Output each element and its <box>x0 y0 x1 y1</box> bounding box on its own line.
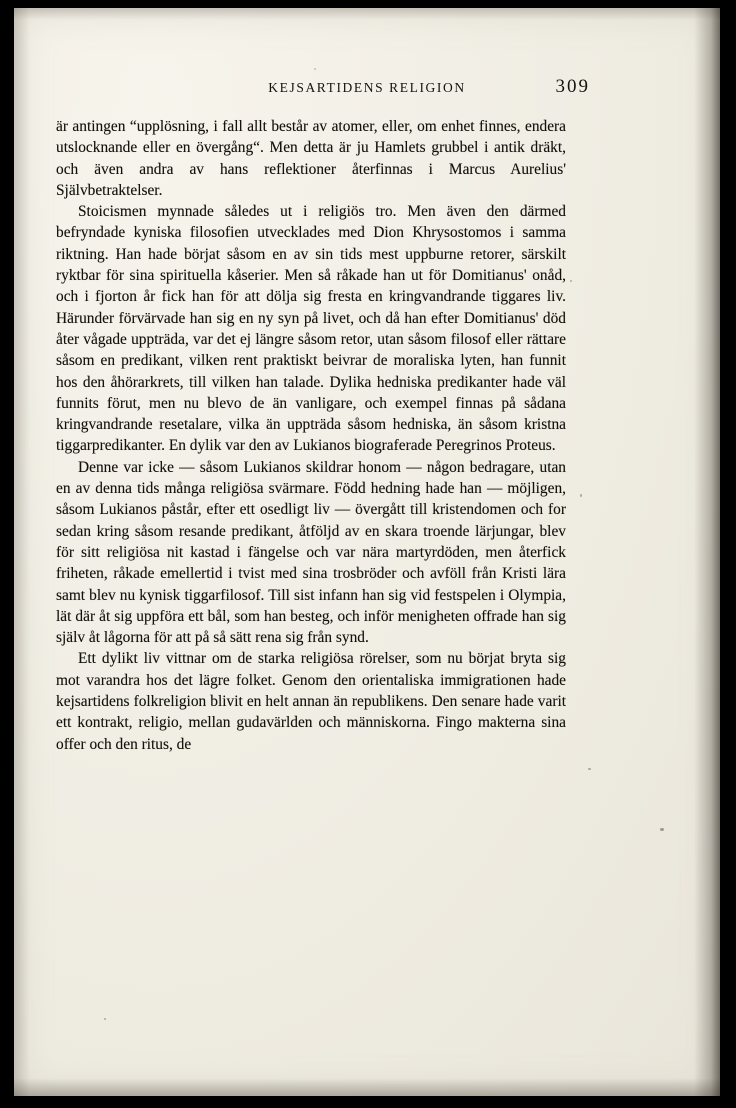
scan-shadow-bottom <box>14 1078 720 1096</box>
paper-speck <box>588 768 591 770</box>
paragraph: Stoicismen mynnade således ut i religiös tro. Men även den därmed befryndade kyniska filosofien utvecklades med Dion Khrysostomos i samma riktning. Han hade börjat såsom en av sin tids mest uppburne retorer, särskilt ryktbar för sina spirituella kåserier. Men så råkade han ut för Domitianus' onåd, och i fjorton år fick han för att dölja sig fresta en kringvandrande tiggares liv. Härunder förvärvade han sig en ny syn på livet, och då han efter Domitianus' död åter vågade uppträda, var det ej längre såsom retor, utan såsom filosof eller rättare såsom en predikant, vilken rent praktiskt beivrar de moraliska lyten, han funnit hos den åhörarkrets, till vilken han talade. Dylika hedniska predikanter hade väl funnits förut, men nu blevo de än vanligare, och exempel finnas på sådana kringvandrande resetalare, vilka än uppträda såsom hedniska, än såsom kristna tiggarpredikanter. En dylik var den av Lukianos biograferade Peregrinos Proteus. <box>56 203 566 455</box>
paper-speck <box>570 280 572 282</box>
paragraph: är antingen “upplösning, i fall allt består av atomer, eller, om enhet finnes, endera utslocknande eller en övergång“. Men detta är ju Hamlets grubbel i antik dräkt, och även andra av hans reflektioner återfinnas i Marcus Aurelius' Självbetraktelser. <box>56 118 566 199</box>
scan-shadow-left <box>14 8 30 1096</box>
page-number: 309 <box>555 76 590 97</box>
paper-surface <box>14 8 720 1096</box>
body-text <box>56 116 566 755</box>
scan-shadow-top <box>14 8 720 20</box>
paragraph: Ett dylikt liv vittnar om de starka religiösa rörelser, som nu börjat bryta sig mot varandra hos det lägre folket. Genom den orientaliska immigrationen hade kejsartidens folkreligion blivit en helt annan än republikens. Den senare hade varit ett kontrakt, religio, mellan gudavärlden och människorna. Fingo makterna sina offer och den ritus, de <box>56 650 566 753</box>
running-head-title: KEJSARTIDENS RELIGION <box>268 80 466 95</box>
running-head <box>14 76 720 102</box>
paper-speck <box>314 68 316 70</box>
scan-shadow-right <box>694 8 720 1096</box>
paper-speck <box>104 1018 106 1020</box>
paper-speck <box>580 494 582 497</box>
paragraph: Denne var icke — såsom Lukianos skildrar honom — någon bedragare, utan en av denna tids många religiösa svärmare. Född hedning hade han — möjligen, såsom Lukianos påstår, efter ett osedligt liv — övergått till kristendomen och for sedan kring såsom resande predikant, åtföljd av en skara troende lärjungar, blev för sitt religiösa nit kastad i fängelse och var nära martyrdöden, men återfick friheten, råkade emellertid i tvist med sina trosbröder och avföll från Kristi lära samt blev nu kynisk tiggarfilosof. Till sist infann han sig vid festspelen i Olympia, lät där åt sig uppföra ett bål, som han besteg, och inför menigheten offrade han sig själv åt lågorna för att på så sätt rena sig från synd. <box>56 458 566 647</box>
paper-speck <box>660 828 664 831</box>
